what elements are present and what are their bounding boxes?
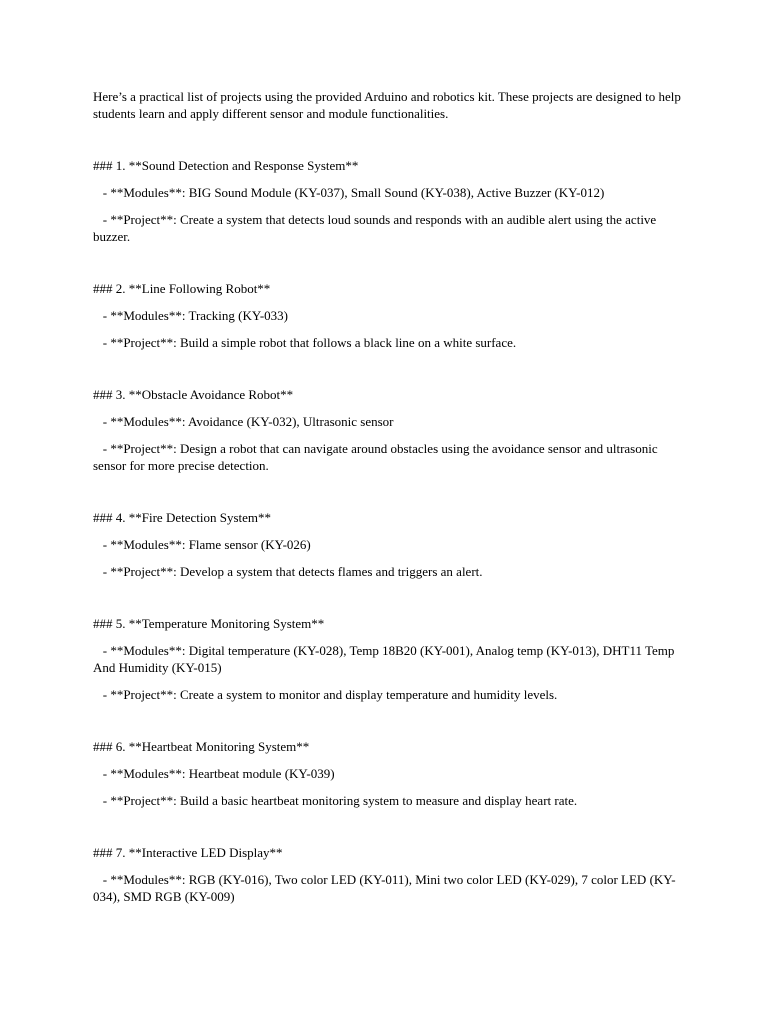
section-6	[93, 738, 683, 809]
project-line	[93, 440, 683, 474]
section-heading: ### 3. **Obstacle Avoidance Robot**	[93, 387, 294, 402]
modules-text: - **Modules**: Heartbeat module (KY-039)	[102, 766, 335, 781]
project-line	[93, 211, 683, 245]
modules-line	[93, 413, 683, 430]
section-1	[93, 157, 683, 245]
modules-text: - **Modules**: Avoidance (KY-032), Ultrasonic sensor	[102, 414, 394, 429]
project-line	[93, 563, 683, 580]
modules-text: - **Modules**: RGB (KY-016), Two color LED (KY-011), Mini two color LED (KY-029), 7 color LED (KY-034), SMD RGB (KY-009)	[93, 872, 676, 904]
section-heading: ### 7. **Interactive LED Display**	[93, 845, 283, 860]
section-heading: ### 5. **Temperature Monitoring System**	[93, 616, 325, 631]
project-text: - **Project**: Build a basic heartbeat monitoring system to measure and display heart rate.	[102, 793, 578, 808]
modules-line	[93, 642, 683, 676]
modules-line	[93, 871, 683, 905]
modules-text: - **Modules**: BIG Sound Module (KY-037), Small Sound (KY-038), Active Buzzer (KY-012)	[102, 185, 605, 200]
document-page	[93, 88, 683, 905]
section-3	[93, 386, 683, 474]
project-line	[93, 792, 683, 809]
modules-line	[93, 184, 683, 201]
section-7	[93, 844, 683, 905]
modules-line	[93, 536, 683, 553]
intro-paragraph: Here’s a practical list of projects using the provided Arduino and robotics kit. These projects are designed to help students learn and apply different sensor and module functionalities.	[93, 89, 681, 121]
section-2	[93, 280, 683, 351]
section-heading: ### 6. **Heartbeat Monitoring System**	[93, 739, 310, 754]
section-heading: ### 4. **Fire Detection System**	[93, 510, 272, 525]
project-text: - **Project**: Design a robot that can navigate around obstacles using the avoidance sensor and ultrasonic sensor for more precise detection.	[93, 441, 658, 473]
project-text: - **Project**: Create a system that detects loud sounds and responds with an audible alert using the active buzzer.	[93, 212, 657, 244]
section-heading: ### 1. **Sound Detection and Response System**	[93, 158, 359, 173]
project-line	[93, 686, 683, 703]
modules-text: - **Modules**: Flame sensor (KY-026)	[102, 537, 311, 552]
project-text: - **Project**: Develop a system that detects flames and triggers an alert.	[102, 564, 483, 579]
section-heading: ### 2. **Line Following Robot**	[93, 281, 271, 296]
modules-text: - **Modules**: Tracking (KY-033)	[102, 308, 288, 323]
modules-text: - **Modules**: Digital temperature (KY-028), Temp 18B20 (KY-001), Analog temp (KY-013), DHT11 Temp And Humidity (KY-015)	[93, 643, 675, 675]
project-line	[93, 334, 683, 351]
project-text: - **Project**: Create a system to monitor and display temperature and humidity levels.	[102, 687, 558, 702]
project-text: - **Project**: Build a simple robot that follows a black line on a white surface.	[102, 335, 517, 350]
modules-line	[93, 307, 683, 324]
section-4	[93, 509, 683, 580]
section-5	[93, 615, 683, 703]
modules-line	[93, 765, 683, 782]
